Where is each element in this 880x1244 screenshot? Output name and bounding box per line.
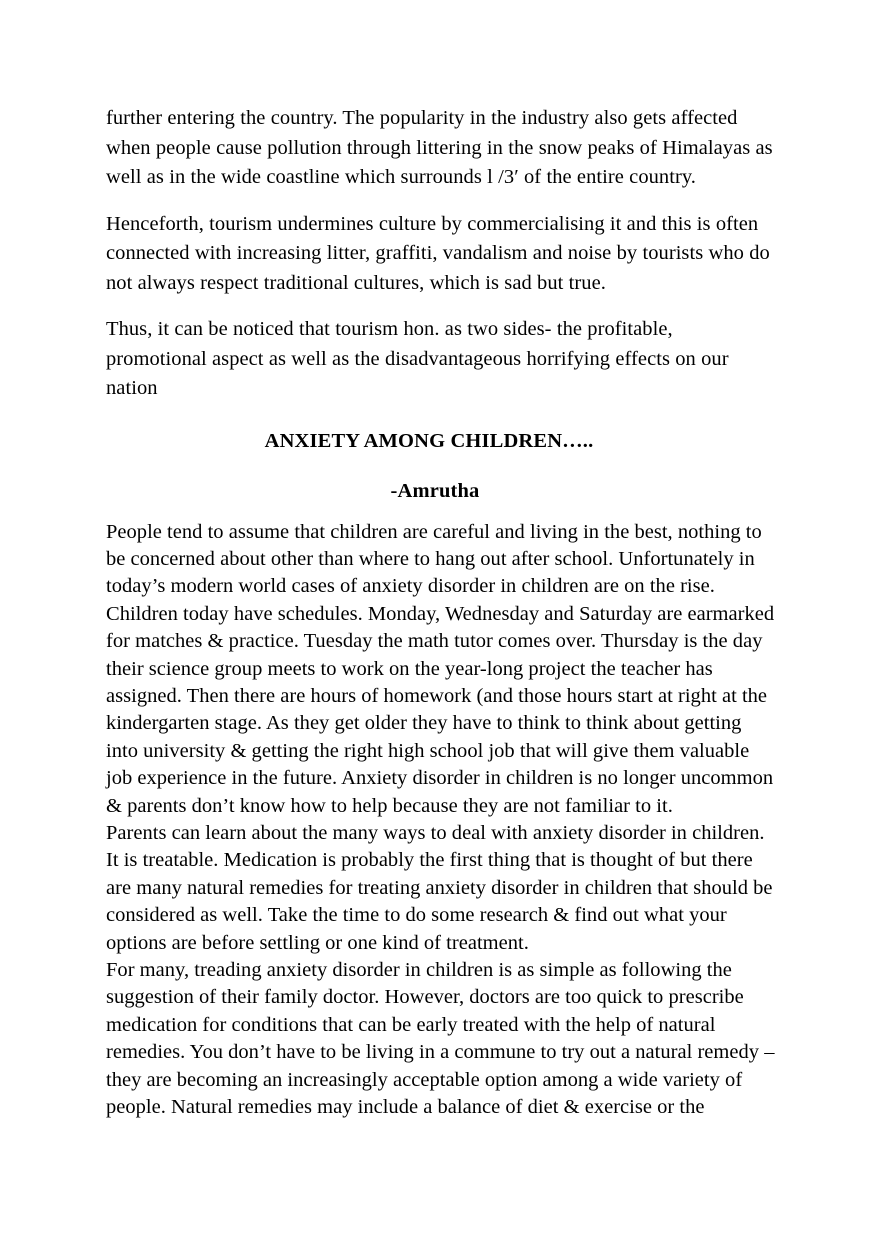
article-paragraph-natural-remedies: For many, treading anxiety disorder in children is as simple as following the suggestion of their family doctor. However, doctors are too quick to prescribe medication for conditions that can be early treated with the help of natural remedies. You don’t have to be living in a commune to try out a natural remedy – they are becoming an increasingly acceptable option among a wide variety of people. Natural remedies may include a balance of diet & exercise or the [106,959,775,1119]
paragraph-tourism-conclusion: Thus, it can be noticed that tourism hon. as two sides- the profitable, promotional aspect as well as the disadvantageous horrifying effects on our nation [106,318,729,399]
article-byline: -Amrutha [390,479,480,502]
article-body [106,519,776,1122]
article-title: ANXIETY AMONG CHILDREN….. [264,429,594,452]
article-paragraph-schedules: Children today have schedules. Monday, Wednesday and Saturday are earmarked for matches & practice. Tuesday the math tutor comes over. Thursday is the day their science group meets to work on the year-long project the teacher has assigned. Then there are hours of homework (and those hours start at right at the kindergarten stage. As they get older they have to think to think about getting into university & getting the right high school job that will give them valuable job experience in the future. Anxiety disorder in children is no longer uncommon & parents don’t know how to help because they are not familiar to it. [106,602,775,817]
page-content [106,104,776,1121]
article-paragraph-intro: People tend to assume that children are careful and living in the best, nothing to be concerned about other than where to hang out after school. Unfortunately in today’s modern world cases of anxiety disorder in children are on the rise. [106,520,762,598]
article-paragraph-treatment: Parents can learn about the many ways to deal with anxiety disorder in children. It is treatable. Medication is probably the first thing that is thought of but there are many natural remedies for treating anxiety disorder in children that should be considered as well. Take the time to do some research & find out what your options are before settling or one kind of treatment. [106,821,773,954]
paragraph-tourism-pollution: further entering the country. The popularity in the industry also gets affected when people cause pollution through littering in the snow peaks of Himalayas as well as in the wide coastline which surrounds l /3′ of the entire country. [106,107,773,188]
paragraph-tourism-culture: Henceforth, tourism undermines culture by commercialising it and this is often connected with increasing litter, graffiti, vandalism and noise by tourists who do not always respect traditional cultures, which is sad but true. [106,212,770,294]
